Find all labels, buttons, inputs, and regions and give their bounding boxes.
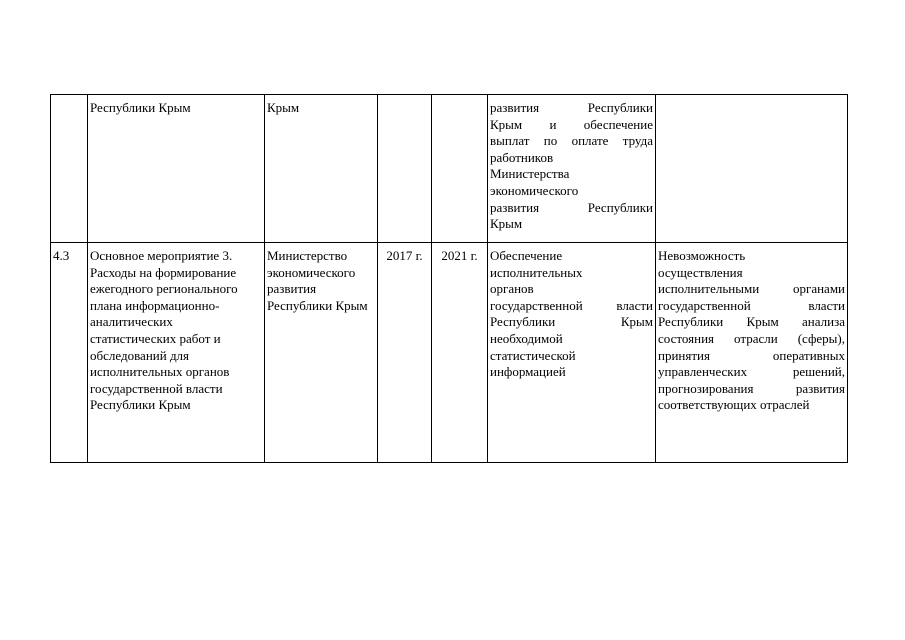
consequence-line: прогнозирования развития: [658, 380, 845, 396]
consequence-line: исполнительными органами: [658, 281, 845, 297]
consequence-line: состояния отрасли (сферы),: [658, 330, 845, 346]
result-line: Крым: [490, 216, 523, 232]
table-row: [51, 243, 848, 463]
consequence-line: Республики Крым анализа: [658, 314, 845, 330]
result-line: органов: [490, 281, 534, 297]
result-line: экономического: [490, 182, 579, 198]
cell-expected-result: [488, 243, 656, 463]
consequence-line: принятия оперативных: [658, 347, 845, 363]
result-line: статистической: [490, 347, 576, 363]
consequence-line: осуществления: [658, 264, 743, 280]
cell-start-year: [378, 95, 432, 243]
result-line: выплат по оплате труда: [490, 133, 653, 149]
result-line: необходимой: [490, 330, 563, 346]
cell-expected-result: [488, 95, 656, 243]
cell-start-year: 2017 г.: [378, 243, 432, 463]
result-line: работников: [490, 149, 554, 165]
consequence-line: государственной власти: [658, 297, 845, 313]
cell-number: 4.3: [51, 243, 88, 463]
cell-end-year: 2021 г.: [432, 243, 488, 463]
cell-number: [51, 95, 88, 243]
result-line: развития Республики: [490, 199, 653, 215]
consequence-line: Невозможность: [658, 248, 746, 263]
consequence-line: управленческих решений,: [658, 364, 845, 380]
result-line: Республики Крым: [490, 314, 653, 330]
result-line: Министерства: [490, 166, 570, 182]
cell-end-year: [432, 95, 488, 243]
result-line: развития Республики: [490, 100, 653, 115]
measures-table: [50, 94, 848, 463]
result-line: информацией: [490, 364, 566, 380]
result-line: Крым и обеспечение: [490, 116, 653, 132]
result-line: государственной власти: [490, 297, 653, 313]
result-line: исполнительных: [490, 264, 583, 280]
result-line: Обеспечение: [490, 248, 563, 263]
table-row: [51, 95, 848, 243]
cell-consequence: [656, 95, 848, 243]
cell-consequence: [656, 243, 848, 463]
cell-measure-name: Основное мероприятие 3. Расходы на формирование ежегодного регионального плана информационно-аналитических статистических работ и обследований для исполнительных органов государственной власти Республики Крым: [88, 243, 265, 463]
consequence-line: соответствующих отраслей: [658, 397, 810, 413]
cell-executor: Министерство экономического развития Республики Крым: [265, 243, 378, 463]
cell-executor: Крым: [265, 95, 378, 243]
cell-measure-name: Республики Крым: [88, 95, 265, 243]
